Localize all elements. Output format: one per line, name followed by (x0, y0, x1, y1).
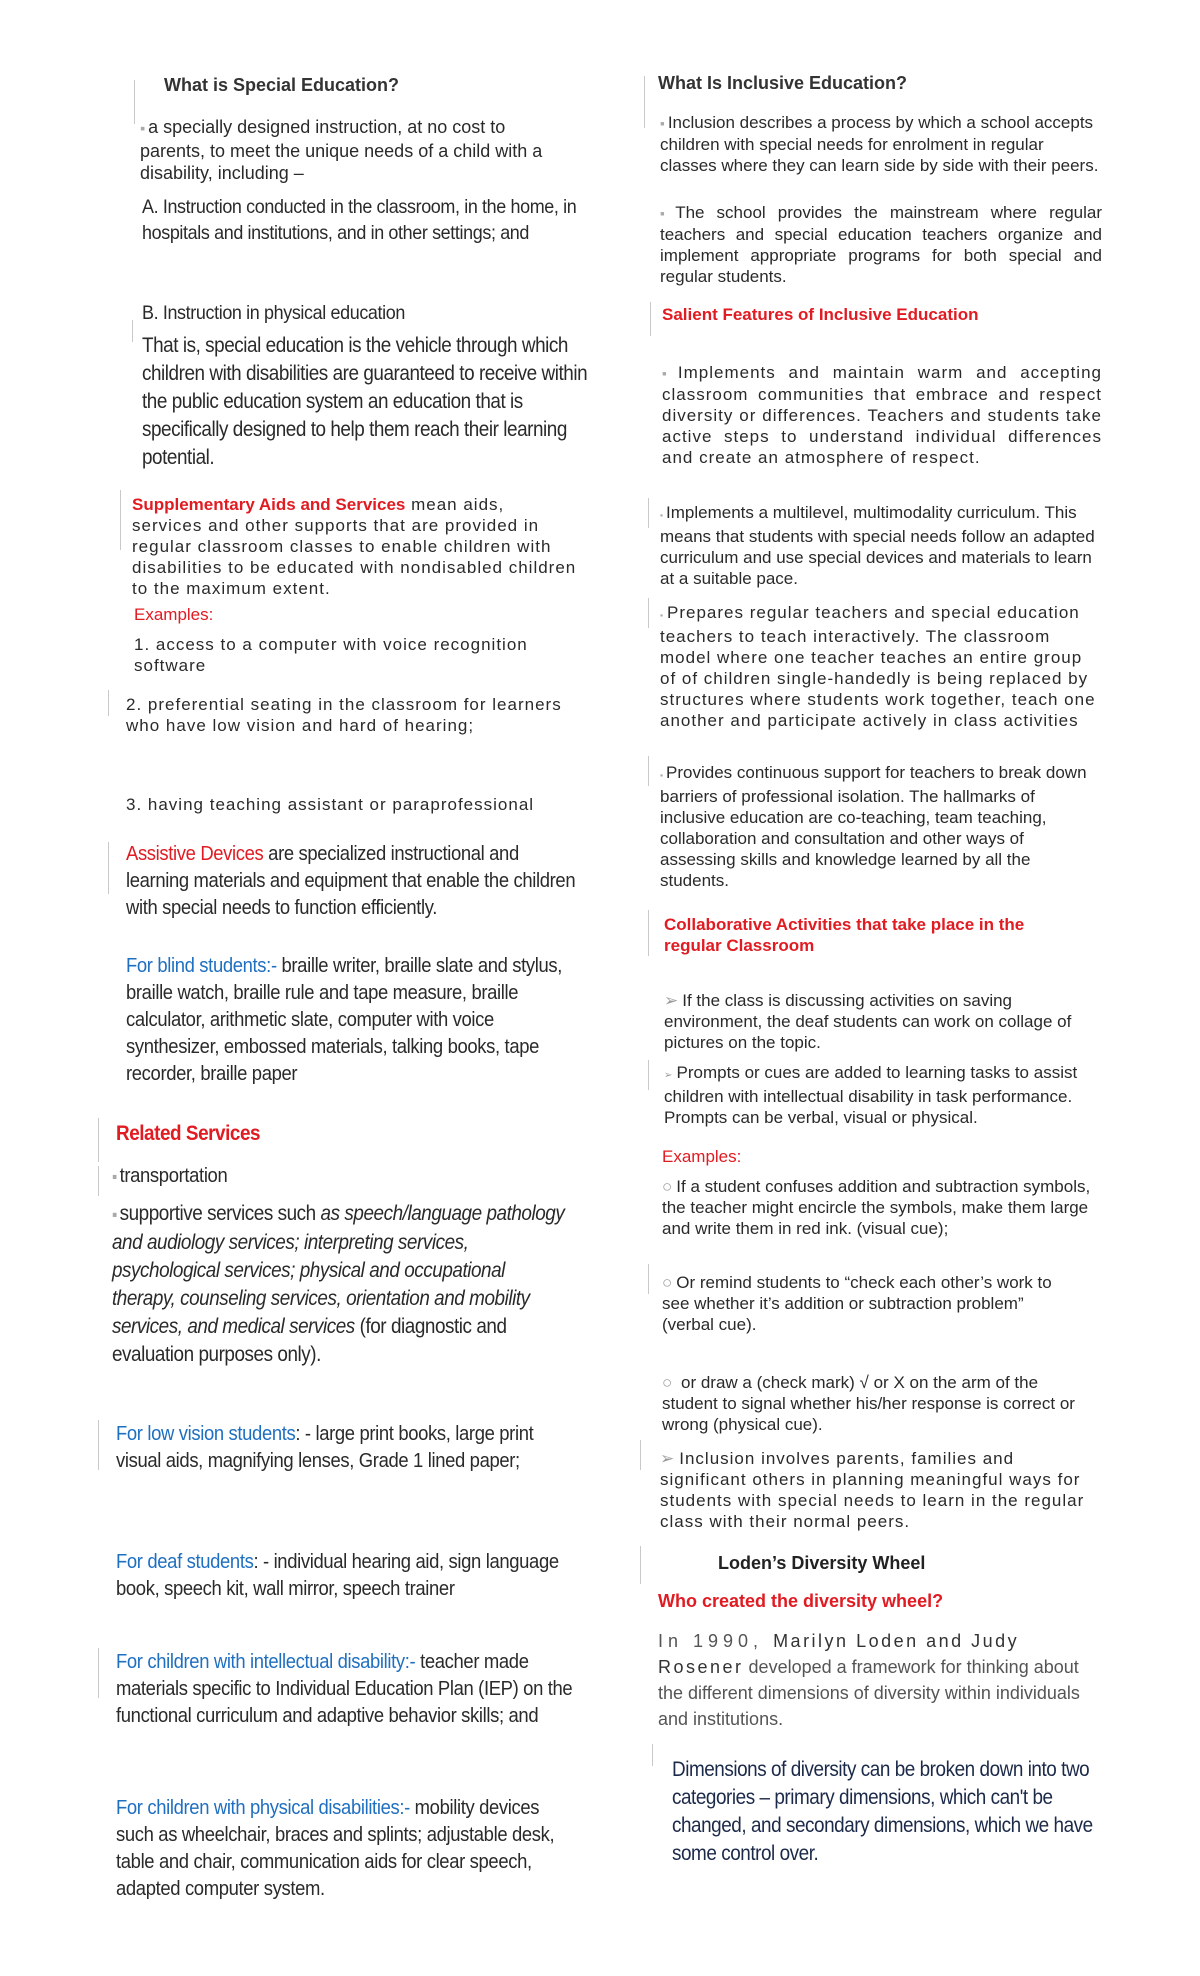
special-ed-item-a: A. Instruction conducted in the classroom, in the home, in hospitals and institutions, and in other settings; and (142, 196, 577, 244)
deaf-students-label: For deaf students (116, 1550, 254, 1573)
collab-example-1-text: If a student confuses addition and subtraction symbols, the teacher might encircle the symbols, make them large and write them in red ink. (visual cue); (662, 1177, 1091, 1238)
related-item-2-post: (for diagnostic and evaluation purposes only). (112, 1315, 507, 1366)
divider (648, 910, 649, 956)
salient-feature-1 (662, 362, 1102, 468)
square-bullet-icon: ▪ (112, 1168, 117, 1186)
loden-answer-names: Marilyn Loden and Judy Rosener (658, 1631, 1020, 1677)
arrow-bullet-icon: ➢ (664, 991, 679, 1010)
related-item-2-pre: supportive services such (119, 1202, 321, 1225)
divider (134, 80, 135, 124)
divider (640, 1546, 641, 1584)
related-item-transportation (112, 1162, 572, 1191)
collab-activity-2-text: Prompts or cues are added to learning tasks to assist children with intellectual disability in task performance. Prompts can be verbal, visual or physical. (664, 1063, 1078, 1127)
salient-feature-2 (660, 502, 1102, 589)
supp-example-3: 3. having teaching assistant or paraprofessional (126, 795, 535, 814)
label-separator: : - (253, 1550, 269, 1573)
inclusive-title: What Is Inclusive Education? (658, 73, 908, 93)
divider (648, 1060, 649, 1090)
loden-dimensions: Dimensions of diversity can be broken down into two categories – primary dimensions, which can't be changed, and secondary dimensions, which we have some control over. (672, 1758, 1093, 1865)
collab-example-2 (662, 1272, 1062, 1335)
salient-feature-3-text: Prepares regular teachers and special education teachers to teach interactively. The classroom model where one teacher teaches an entire group of of children single-handedly is being replaced by structures where students work together, teach one another and participate actively in class activities (660, 603, 1096, 730)
square-bullet-icon: ▪ (660, 116, 665, 131)
low-vision-label: For low vision students (116, 1422, 296, 1445)
special-ed-item-b: B. Instruction in physical education (142, 302, 405, 324)
label-separator: :- (404, 1650, 416, 1673)
label-separator: : - (295, 1422, 311, 1445)
blind-students-body: braille writer, braille slate and stylus, braille watch, braille rule and tape measure, braille calculator, arithmetic slate, computer with voice synthesizer, embossed materials, talking books, tape recorder, braille paper (126, 954, 563, 1085)
special-ed-that-is: That is, special education is the vehicle through which children with disabilities are guaranteed to receive within the public education system an education that is specifically designed to help them reach their learning potential. (142, 334, 588, 469)
arrow-bullet-icon: ➢ (664, 1070, 673, 1081)
physical-body: mobility devices such as wheelchair, braces and splints; adjustable desk, table and chair, communication aids for clear speech, adapted computer system. (116, 1796, 555, 1900)
assistive-devices-paragraph (126, 840, 586, 921)
square-bullet-icon: ▪ (660, 206, 673, 221)
label-separator: :- (266, 954, 277, 977)
salient-feature-4 (660, 762, 1102, 891)
related-item-1-text: transportation (119, 1164, 228, 1187)
special-ed-intro (140, 116, 570, 184)
circle-bullet-icon: ○ (662, 1177, 673, 1196)
circle-bullet-icon: ○ (662, 1373, 673, 1392)
collab-activity-3 (660, 1448, 1102, 1532)
inclusive-p2 (660, 202, 1102, 287)
loden-title: Loden’s Diversity Wheel (718, 1553, 926, 1573)
collab-activity-2 (664, 1062, 1102, 1128)
salient-title: Salient Features of Inclusive Education (662, 305, 979, 324)
arrow-bullet-icon: ➢ (660, 1449, 676, 1468)
deaf-students-body: individual hearing aid, sign language book, speech kit, wall mirror, speech trainer (116, 1550, 559, 1600)
divider (648, 498, 649, 528)
blind-students-paragraph (126, 952, 586, 1087)
blind-students-label: For blind students (126, 954, 267, 977)
intellectual-paragraph (116, 1648, 576, 1729)
salient-feature-2-text: Implements a multilevel, multimodality curriculum. This means that students with special needs follow an adapted curriculum and use special devices and materials to learn at a suitable pace. (660, 503, 1095, 588)
collab-example-3-text: or draw a (check mark) √ or X on the arm of the student to signal whether his/her response is correct or wrong (physical cue). (662, 1373, 1075, 1434)
divider (98, 1648, 99, 1698)
divider (640, 1440, 641, 1470)
loden-question: Who created the diversity wheel? (658, 1591, 944, 1611)
square-bullet-icon: ▪ (140, 121, 146, 137)
collab-examples-label: Examples: (662, 1147, 742, 1166)
special-ed-title: What is Special Education? (164, 75, 400, 95)
supp-aids-title: Supplementary Aids and Services (132, 495, 406, 514)
intellectual-label: For children with intellectual disability (116, 1650, 405, 1673)
collab-example-2-text: Or remind students to “check each other’s work to see whether it’s addition or subtraction problem” (verbal cue). (662, 1273, 1052, 1334)
collab-example-1 (662, 1176, 1102, 1239)
intellectual-body: teacher made materials specific to Individual Education Plan (IEP) on the functional curriculum and adaptive behavior skills; and (116, 1650, 573, 1727)
dot-bullet-icon: ▪ (660, 610, 665, 620)
divider (648, 756, 649, 786)
collab-activity-1 (664, 990, 1082, 1053)
square-bullet-icon: ▪ (112, 1205, 117, 1224)
dot-bullet-icon: ▪ (660, 510, 664, 520)
collab-title: Collaborative Activities that take place in the regular Classroom (664, 915, 1025, 955)
low-vision-body: large print books, large print visual aids, magnifying lenses, Grade 1 lined paper; (116, 1422, 534, 1472)
supp-aids-body: mean aids, services and other supports that are provided in regular classroom classes to enable children with disabilities to be educated with nondisabled children to the maximum extent. (132, 495, 577, 598)
physical-paragraph (116, 1794, 576, 1902)
salient-feature-1-text: Implements and maintain warm and accepting classroom communities that embrace and respect diversity or differences. Teachers and students take active steps to understand individual differences and create an atmosphere of respect. (662, 363, 1102, 467)
label-separator: :- (399, 1796, 410, 1819)
divider (650, 302, 651, 336)
related-item-2-italic: as speech/language pathology and audiology services; interpreting services, psychological services; physical and occupational therapy, counseling services, orientation and mobility services, and medical services (112, 1202, 565, 1338)
related-item-supportive (112, 1200, 572, 1369)
assistive-devices-body: are specialized instructional and learning materials and equipment that enable the children with special needs to function efficiently. (126, 842, 576, 919)
salient-feature-3 (660, 602, 1102, 731)
dot-bullet-icon: ▪ (660, 770, 664, 780)
physical-label: For children with physical disabilities (116, 1796, 400, 1819)
supp-example-1: 1. access to a computer with voice recognition software (134, 635, 528, 675)
inclusive-p1-text: Inclusion describes a process by which a school accepts children with special needs for enrolment in regular classes where they can learn side by side with their peers. (660, 113, 1099, 175)
supp-examples-label: Examples: (134, 605, 214, 624)
deaf-students-paragraph (116, 1548, 576, 1602)
divider (108, 690, 109, 716)
divider (132, 320, 133, 342)
collab-example-3 (662, 1372, 1092, 1435)
circle-bullet-icon: ○ (662, 1273, 673, 1292)
loden-answer-post: developed a framework for thinking about the different dimensions of diversity within individuals and institutions. (658, 1657, 1080, 1729)
collab-activity-1-text: If the class is discussing activities on saving environment, the deaf students can work on collage of pictures on the topic. (664, 991, 1072, 1052)
special-ed-intro-text: a specially designed instruction, at no cost to parents, to meet the unique needs of a child with a disability, including – (140, 117, 543, 183)
assistive-devices-title: Assistive Devices (126, 842, 264, 865)
low-vision-paragraph (116, 1420, 576, 1474)
divider (120, 490, 121, 550)
inclusive-p2-text: The school provides the mainstream where regular teachers and special education teachers organize and implement appropriate programs for both special and regular students. (660, 203, 1102, 286)
supp-aids-paragraph (132, 494, 580, 599)
divider (644, 76, 645, 128)
supp-example-2: 2. preferential seating in the classroom for learners who have low vision and hard of hearing; (126, 695, 562, 735)
loden-answer (658, 1628, 1102, 1732)
inclusive-p1 (660, 112, 1102, 176)
divider (648, 1264, 649, 1294)
divider (648, 598, 649, 628)
salient-feature-4-text: Provides continuous support for teachers to break down barriers of professional isolation. The hallmarks of inclusive education are co-teaching, team teaching, collaboration and consultation and other ways of assessing skills and knowledge learned by all the students. (660, 763, 1087, 890)
divider (98, 1166, 99, 1196)
square-bullet-icon: ▪ (662, 366, 675, 381)
divider (652, 1744, 653, 1766)
divider (98, 1118, 99, 1162)
collab-activity-3-text: Inclusion involves parents, families and significant others in planning meaningful ways for students with special needs to learn in the regular class with their normal peers. (660, 1449, 1085, 1531)
loden-answer-pre: In 1990, (658, 1631, 774, 1651)
divider (98, 1420, 99, 1470)
divider (108, 842, 109, 894)
related-services-title: Related Services (116, 1122, 261, 1145)
